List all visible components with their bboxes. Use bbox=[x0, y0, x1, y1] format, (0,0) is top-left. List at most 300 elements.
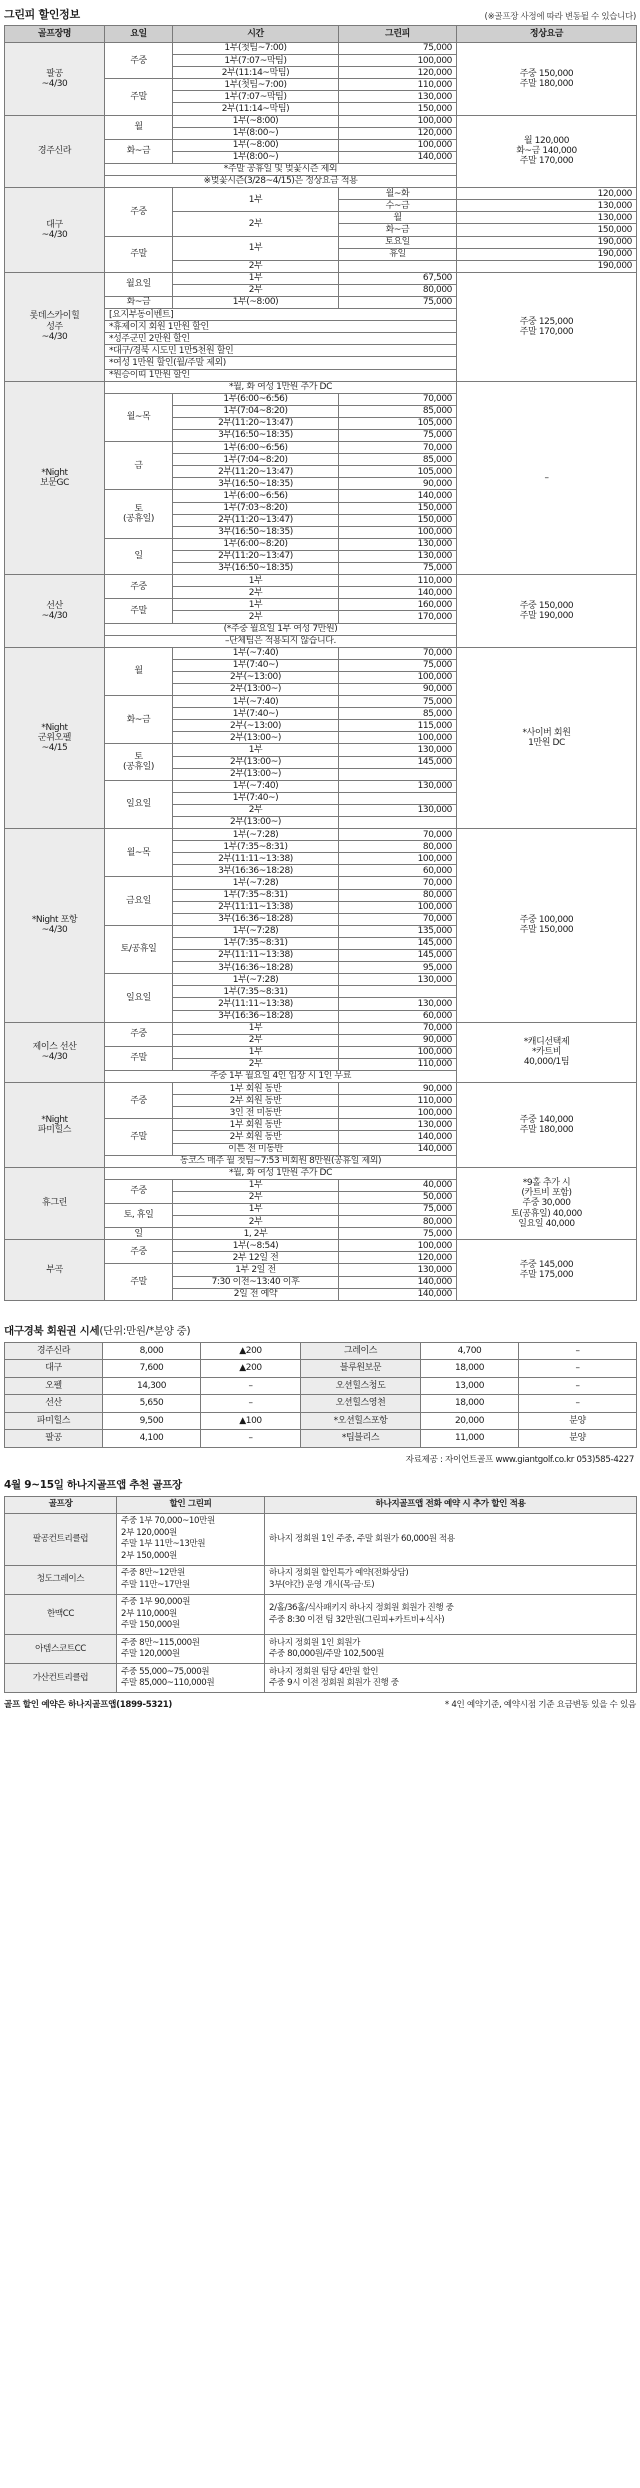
fee-cell: 145,000 bbox=[339, 937, 457, 949]
normal-fee: 월 120,000 화~금 140,000 주말 170,000 bbox=[457, 115, 637, 188]
day-cell: 월~목 bbox=[105, 829, 173, 877]
table-row bbox=[5, 575, 637, 587]
time-cell: 1부(~7:40) bbox=[173, 647, 339, 659]
table-row bbox=[5, 43, 637, 55]
time-cell: 1부(첫팀~7:00) bbox=[173, 43, 339, 55]
fee-cell: 120,000 bbox=[339, 1252, 457, 1264]
time-cell: 수~금 bbox=[339, 200, 457, 212]
time-cell: 1부(7:03~8:20) bbox=[173, 502, 339, 514]
day-cell: 주중 bbox=[105, 575, 173, 599]
time-cell: 1부(~8:54) bbox=[173, 1240, 339, 1252]
club-name: 그레이스 bbox=[301, 1342, 421, 1360]
fee-cell: 105,000 bbox=[339, 417, 457, 429]
day-cell: 토/공휴일 bbox=[105, 925, 173, 973]
table-row bbox=[5, 647, 637, 659]
fee-cell: 140,000 bbox=[339, 587, 457, 599]
time-cell: 1부(7:35~8:31) bbox=[173, 889, 339, 901]
time-cell: 이튼 전 미동반 bbox=[173, 1143, 339, 1155]
fee-cell: 90,000 bbox=[339, 1034, 457, 1046]
day-cell: 주말 bbox=[105, 1264, 173, 1300]
rec-course: 가산컨트리클럽 bbox=[5, 1664, 117, 1693]
time-cell: 2부 bbox=[173, 1216, 339, 1228]
normal-fee: – bbox=[457, 381, 637, 575]
time-cell: 1부 bbox=[173, 1204, 339, 1216]
fee-cell: 75,000 bbox=[339, 43, 457, 55]
fee-cell: 130,000 bbox=[339, 974, 457, 986]
fee-cell: 70,000 bbox=[339, 829, 457, 841]
fee-cell: 130,000 bbox=[339, 998, 457, 1010]
table-row bbox=[5, 1083, 637, 1095]
fee-cell: 135,000 bbox=[339, 925, 457, 937]
recommend-footer bbox=[4, 1698, 636, 1710]
time-cell: 1부 bbox=[173, 1179, 339, 1191]
fee-cell: 85,000 bbox=[339, 708, 457, 720]
time-cell: 3부(16:50~18:35) bbox=[173, 563, 339, 575]
club-name: 경주신라 bbox=[5, 1342, 103, 1360]
club-name: 블루원보문 bbox=[301, 1360, 421, 1378]
time-cell: 1부(7:04~8:20) bbox=[173, 454, 339, 466]
time-cell: 1부(8:00~) bbox=[173, 127, 339, 139]
fee-cell: 80,000 bbox=[339, 284, 457, 296]
table-row bbox=[5, 829, 637, 841]
price: 5,650 bbox=[103, 1395, 201, 1413]
day-cell: 월 bbox=[105, 115, 173, 139]
footer-booking: 골프 할인 예약은 하나지골프앱(1899-5321) bbox=[4, 1700, 173, 1711]
status: – bbox=[519, 1342, 637, 1360]
fee-cell: 110,000 bbox=[339, 1095, 457, 1107]
fee-cell: 100,000 bbox=[339, 901, 457, 913]
rec-extra: 하나지 정회원 1인 회원가 주중 80,000원/주말 102,500원 bbox=[265, 1635, 637, 1664]
section2-title: 대구경북 회원권 시세 bbox=[4, 1324, 100, 1337]
price: 13,000 bbox=[421, 1377, 519, 1395]
fee-cell: 130,000 bbox=[457, 200, 637, 212]
table-row bbox=[5, 1377, 637, 1395]
table-row bbox=[5, 1412, 637, 1430]
price: 7,600 bbox=[103, 1360, 201, 1378]
time-cell: 2부 bbox=[173, 587, 339, 599]
time-cell: 1부(7:35~8:31) bbox=[173, 937, 339, 949]
footer-disclaimer: * 4인 예약기준, 예약시점 기준 요금변동 있을 수 있음 bbox=[444, 1700, 636, 1711]
fee-cell: 70,000 bbox=[339, 913, 457, 925]
time-cell: 1부 2일 전 bbox=[173, 1264, 339, 1276]
fee-cell: 100,000 bbox=[339, 115, 457, 127]
day-cell: 주중 bbox=[105, 1083, 173, 1119]
price: 11,000 bbox=[421, 1430, 519, 1448]
fee-cell: 145,000 bbox=[339, 950, 457, 962]
fee-cell: 75,000 bbox=[339, 563, 457, 575]
time-cell: 휴일 bbox=[339, 248, 457, 260]
section2-header bbox=[4, 1323, 636, 1338]
time-cell: 3부(16:36~18:28) bbox=[173, 865, 339, 877]
course-name: 부곡 bbox=[5, 1240, 105, 1300]
fee-cell: 60,000 bbox=[339, 865, 457, 877]
course-name: *Night 군위오펠 ~4/15 bbox=[5, 647, 105, 828]
course-note: *주말 공휴일 및 벚꽃시즌 제외 bbox=[105, 163, 457, 175]
time-cell: 1부(7:07~막팀) bbox=[173, 55, 339, 67]
fee-cell: 70,000 bbox=[339, 877, 457, 889]
time-cell: 1부(~7:28) bbox=[173, 877, 339, 889]
section1-header bbox=[4, 4, 636, 22]
greenfee-table bbox=[4, 25, 637, 1301]
time-cell: 1부(7:40~) bbox=[173, 792, 339, 804]
time-cell: 1부 회원 동반 bbox=[173, 1119, 339, 1131]
time-cell: 1부(6:00~6:56) bbox=[173, 393, 339, 405]
table-row bbox=[5, 1594, 637, 1635]
fee-cell bbox=[339, 986, 457, 998]
rec-fee: 주중 1부 70,000~10만원 2부 120,000원 주말 1부 11만~13만원 2부 150,000원 bbox=[117, 1513, 265, 1565]
time-cell: 2부 12일 전 bbox=[173, 1252, 339, 1264]
fee-cell bbox=[339, 817, 457, 829]
time-cell: 2부(13:00~) bbox=[173, 756, 339, 768]
day-cell: 일요일 bbox=[105, 780, 173, 828]
fee-cell: 130,000 bbox=[339, 780, 457, 792]
normal-fee: 주중 100,000 주말 150,000 bbox=[457, 829, 637, 1023]
time-cell: 1부 bbox=[173, 1046, 339, 1058]
fee-cell: 170,000 bbox=[339, 611, 457, 623]
price: 14,300 bbox=[103, 1377, 201, 1395]
time-cell: 1부(7:40~) bbox=[173, 659, 339, 671]
event-line: *대구/경북 시도민 1만5천원 할인 bbox=[105, 345, 457, 357]
rec-col-fee: 할인 그린피 bbox=[117, 1496, 265, 1513]
section1-note: (※골프장 사정에 따라 변동될 수 있습니다) bbox=[484, 12, 636, 22]
day-cell: 토 (공휴일) bbox=[105, 744, 173, 780]
fee-cell: 67,500 bbox=[339, 272, 457, 284]
fee-cell: 160,000 bbox=[339, 599, 457, 611]
normal-fee: *캐디선택제 *카트비 40,000/1팀 bbox=[457, 1022, 637, 1082]
course-name: *Night 보문GC bbox=[5, 381, 105, 575]
time-cell: 2부(11:14~막팀) bbox=[173, 67, 339, 79]
day-cell: 월 bbox=[105, 647, 173, 695]
time-cell: 1부(첫팀~7:00) bbox=[173, 79, 339, 91]
fee-cell: 130,000 bbox=[339, 744, 457, 756]
rec-extra: 하나지 정회원 팀당 4만원 할인 주중 9시 이전 정회원 회원가 진행 중 bbox=[265, 1664, 637, 1693]
price: 8,000 bbox=[103, 1342, 201, 1360]
time-cell: 2부 bbox=[173, 1034, 339, 1046]
section2-unit: (단위:만원/*분양 중) bbox=[99, 1324, 191, 1337]
fee-cell: 150,000 bbox=[339, 502, 457, 514]
fee-cell: 70,000 bbox=[339, 1022, 457, 1034]
course-name: *Night 파미힐스 bbox=[5, 1083, 105, 1168]
price: 4,700 bbox=[421, 1342, 519, 1360]
price: 9,500 bbox=[103, 1412, 201, 1430]
fee-cell: 100,000 bbox=[339, 732, 457, 744]
change: ▲100 bbox=[201, 1412, 301, 1430]
club-name: 오션힐스청도 bbox=[301, 1377, 421, 1395]
change: – bbox=[201, 1395, 301, 1413]
fee-cell: 105,000 bbox=[339, 466, 457, 478]
event-line: *성주군민 2만원 할인 bbox=[105, 333, 457, 345]
time-cell: 1부(~7:28) bbox=[173, 925, 339, 937]
fee-cell: 80,000 bbox=[339, 841, 457, 853]
rec-fee: 주중 8만~12만원 주말 11만~17만원 bbox=[117, 1565, 265, 1594]
part-cell: 1부 bbox=[173, 188, 339, 212]
course-note: ※벚꽃시즌(3/28~4/15)은 정상요금 적용 bbox=[105, 176, 457, 188]
time-cell: 2부 bbox=[173, 611, 339, 623]
time-cell: 1부(6:00~6:56) bbox=[173, 442, 339, 454]
fee-cell: 150,000 bbox=[339, 103, 457, 115]
rec-course: 아템스코트CC bbox=[5, 1635, 117, 1664]
time-cell: 1부(8:00~) bbox=[173, 151, 339, 163]
time-cell: 토요일 bbox=[339, 236, 457, 248]
fee-cell: 120,000 bbox=[339, 127, 457, 139]
course-name: *Night 포항 ~4/30 bbox=[5, 829, 105, 1023]
event-line: *여성 1만원 할인(월/주말 제외) bbox=[105, 357, 457, 369]
time-cell: 2부 회원 동반 bbox=[173, 1131, 339, 1143]
time-cell: 3부(16:36~18:28) bbox=[173, 1010, 339, 1022]
fee-cell: 100,000 bbox=[339, 671, 457, 683]
fee-cell: 190,000 bbox=[457, 236, 637, 248]
event-line: *원승이띠 1만원 할인 bbox=[105, 369, 457, 381]
club-name: 대구 bbox=[5, 1360, 103, 1378]
fee-cell: 60,000 bbox=[339, 1010, 457, 1022]
time-cell: 7:30 이전~13:40 이후 bbox=[173, 1276, 339, 1288]
greenfee-header-row bbox=[5, 26, 637, 43]
change: ▲200 bbox=[201, 1342, 301, 1360]
time-cell: 3부(16:50~18:35) bbox=[173, 478, 339, 490]
time-cell: 2부(11:14~막팀) bbox=[173, 103, 339, 115]
day-cell: 월~목 bbox=[105, 393, 173, 441]
fee-cell: 145,000 bbox=[339, 756, 457, 768]
fee-cell: 90,000 bbox=[339, 683, 457, 695]
course-name: 대구 ~4/30 bbox=[5, 188, 105, 273]
time-cell: 2부(~13:00) bbox=[173, 720, 339, 732]
fee-cell: 140,000 bbox=[339, 1276, 457, 1288]
normal-fee: 주중 140,000 주말 180,000 bbox=[457, 1083, 637, 1168]
fee-cell: 130,000 bbox=[339, 804, 457, 816]
time-cell: 1부(7:40~) bbox=[173, 708, 339, 720]
time-cell: 3부(16:36~18:28) bbox=[173, 962, 339, 974]
col-greenfee: 그린피 bbox=[339, 26, 457, 43]
fee-cell: 140,000 bbox=[339, 151, 457, 163]
fee-cell: 150,000 bbox=[339, 514, 457, 526]
rec-extra: 2/홀/36홀/식사패키지 하나지 정회원 회원가 진행 중 주중 8:30 이전 팀 32만원(그린피+카트비+식사) bbox=[265, 1594, 637, 1635]
fee-cell: 130,000 bbox=[339, 1119, 457, 1131]
time-cell: 2부(~13:00) bbox=[173, 671, 339, 683]
time-cell: 2부(11:20~13:47) bbox=[173, 550, 339, 562]
time-cell: 1부 bbox=[173, 744, 339, 756]
time-cell: 1부 bbox=[173, 599, 339, 611]
price: 4,100 bbox=[103, 1430, 201, 1448]
day-cell: 주말 bbox=[105, 236, 173, 272]
fee-cell: 140,000 bbox=[339, 1288, 457, 1300]
fee-cell: 80,000 bbox=[339, 1216, 457, 1228]
day-cell: 주말 bbox=[105, 599, 173, 623]
time-cell: 2부 회원 동반 bbox=[173, 1095, 339, 1107]
fee-cell: 85,000 bbox=[339, 405, 457, 417]
normal-fee: *사이버 회원 1만원 DC bbox=[457, 647, 637, 828]
day-cell: 금 bbox=[105, 442, 173, 490]
table-row bbox=[5, 1565, 637, 1594]
time-cell: 화~금 bbox=[339, 224, 457, 236]
course-name: 선산 ~4/30 bbox=[5, 575, 105, 648]
fee-cell: 130,000 bbox=[339, 1264, 457, 1276]
time-cell: 1부 bbox=[173, 1022, 339, 1034]
status: 분양 bbox=[519, 1412, 637, 1430]
section1-title: 그린피 할인정보 bbox=[4, 8, 80, 21]
fee-cell: 100,000 bbox=[339, 55, 457, 67]
club-name: *오션힐스포항 bbox=[301, 1412, 421, 1430]
event-line: [요지부동이벤트] bbox=[105, 309, 457, 321]
fee-cell: 190,000 bbox=[457, 248, 637, 260]
day-cell: 주중 bbox=[105, 1022, 173, 1046]
course-note: 동코스 매주 월 첫팀~7:53 비회원 8만원(공휴일 제외) bbox=[105, 1155, 457, 1167]
time-cell: 2부 bbox=[173, 1191, 339, 1203]
time-cell: 1, 2부 bbox=[173, 1228, 339, 1240]
change: – bbox=[201, 1377, 301, 1395]
recommend-header-row bbox=[5, 1496, 637, 1513]
status: 분양 bbox=[519, 1430, 637, 1448]
fee-cell: 140,000 bbox=[339, 1131, 457, 1143]
fee-cell: 70,000 bbox=[339, 442, 457, 454]
fee-cell: 90,000 bbox=[339, 478, 457, 490]
fee-cell: 130,000 bbox=[457, 212, 637, 224]
time-cell: 2부(11:11~13:38) bbox=[173, 998, 339, 1010]
normal-fee: 주중 150,000 주말 190,000 bbox=[457, 575, 637, 648]
course-top-note: *월, 화 여성 1만원 추가 DC bbox=[105, 1167, 457, 1179]
fee-cell: 110,000 bbox=[339, 575, 457, 587]
table-row bbox=[5, 381, 637, 393]
status: – bbox=[519, 1377, 637, 1395]
day-cell: 주중 bbox=[105, 43, 173, 79]
fee-cell: 90,000 bbox=[339, 1083, 457, 1095]
price: 18,000 bbox=[421, 1360, 519, 1378]
price: 20,000 bbox=[421, 1412, 519, 1430]
recommend-table bbox=[4, 1496, 637, 1694]
table-row bbox=[5, 1513, 637, 1565]
rec-col-extra: 하나지골프앱 전화 예약 시 추가 할인 적용 bbox=[265, 1496, 637, 1513]
event-line: *휴제이지 회원 1만원 할인 bbox=[105, 321, 457, 333]
fee-cell: 40,000 bbox=[339, 1179, 457, 1191]
fee-cell: 75,000 bbox=[339, 1228, 457, 1240]
time-cell: 2부(11:11~13:38) bbox=[173, 853, 339, 865]
fee-cell: 130,000 bbox=[339, 91, 457, 103]
time-cell: 2부(11:20~13:47) bbox=[173, 466, 339, 478]
fee-cell: 75,000 bbox=[339, 696, 457, 708]
fee-cell: 75,000 bbox=[339, 659, 457, 671]
fee-cell: 100,000 bbox=[339, 1046, 457, 1058]
time-cell bbox=[339, 260, 457, 272]
rec-fee: 주중 8만~115,000원 주말 120,000원 bbox=[117, 1635, 265, 1664]
course-name: 휴그린 bbox=[5, 1167, 105, 1240]
normal-fee: 주중 145,000 주말 175,000 bbox=[457, 1240, 637, 1300]
time-cell: 1부(6:00~6:56) bbox=[173, 490, 339, 502]
fee-cell: 100,000 bbox=[339, 139, 457, 151]
status: – bbox=[519, 1360, 637, 1378]
time-cell: 2부 bbox=[173, 284, 339, 296]
fee-cell: 70,000 bbox=[339, 393, 457, 405]
table-row bbox=[5, 1635, 637, 1664]
fee-cell: 100,000 bbox=[339, 526, 457, 538]
rec-course: 청도그레이스 bbox=[5, 1565, 117, 1594]
time-cell: 2부(13:00~) bbox=[173, 817, 339, 829]
time-cell: 1부 bbox=[173, 575, 339, 587]
day-cell: 화~금 bbox=[105, 696, 173, 744]
membership-source: 자료제공 : 자이언트골프 www.giantgolf.co.kr 053)585-4227 bbox=[405, 1454, 634, 1465]
day-cell: 주중 bbox=[105, 188, 173, 236]
time-cell: 1부 bbox=[173, 272, 339, 284]
time-cell: 3부(16:50~18:35) bbox=[173, 430, 339, 442]
day-cell: 월요일 bbox=[105, 272, 173, 296]
time-cell: 1부 회원 동반 bbox=[173, 1083, 339, 1095]
time-cell: 1부(~8:00) bbox=[173, 139, 339, 151]
fee-cell bbox=[339, 768, 457, 780]
time-cell: 2부 bbox=[173, 804, 339, 816]
price: 18,000 bbox=[421, 1395, 519, 1413]
time-cell: 1부(~7:28) bbox=[173, 974, 339, 986]
time-cell: 2부(11:20~13:47) bbox=[173, 514, 339, 526]
rec-col-course: 골프장 bbox=[5, 1496, 117, 1513]
day-cell: 주말 bbox=[105, 79, 173, 115]
rec-course: 팔공컨트리클럽 bbox=[5, 1513, 117, 1565]
time-cell: 1부(7:35~8:31) bbox=[173, 986, 339, 998]
fee-cell: 80,000 bbox=[339, 889, 457, 901]
table-row bbox=[5, 1430, 637, 1448]
normal-fee: *9홀 추가 시 (카트비 포함) 주중 30,000 토(공휴일) 40,000 일요일 40,000 bbox=[457, 1167, 637, 1240]
fee-cell: 100,000 bbox=[339, 1107, 457, 1119]
time-cell: 1부(~7:40) bbox=[173, 780, 339, 792]
course-name: 팔공 ~4/30 bbox=[5, 43, 105, 116]
time-cell: 월 bbox=[339, 212, 457, 224]
fee-cell: 100,000 bbox=[339, 853, 457, 865]
fee-cell: 100,000 bbox=[339, 1240, 457, 1252]
time-cell: 3인 전 미동반 bbox=[173, 1107, 339, 1119]
fee-cell: 140,000 bbox=[339, 1143, 457, 1155]
time-cell: 1부(~7:28) bbox=[173, 829, 339, 841]
fee-cell: 75,000 bbox=[339, 296, 457, 308]
part-cell: 2부 bbox=[173, 212, 339, 236]
part-cell: 2부 bbox=[173, 260, 339, 272]
time-cell: 1부(~8:00) bbox=[173, 115, 339, 127]
table-row bbox=[5, 272, 637, 284]
fee-cell: 110,000 bbox=[339, 79, 457, 91]
time-cell: 3부(16:50~18:35) bbox=[173, 526, 339, 538]
time-cell: 2부(11:11~13:38) bbox=[173, 901, 339, 913]
club-name: 팔공 bbox=[5, 1430, 103, 1448]
time-cell: 월~화 bbox=[339, 188, 457, 200]
fee-cell: 120,000 bbox=[339, 67, 457, 79]
time-cell: 2부 bbox=[173, 1058, 339, 1070]
fee-cell: 190,000 bbox=[457, 260, 637, 272]
time-cell: 1부(7:07~막팀) bbox=[173, 91, 339, 103]
day-cell: 화~금 bbox=[105, 296, 173, 308]
table-row bbox=[5, 1240, 637, 1252]
time-cell: 1부(7:04~8:20) bbox=[173, 405, 339, 417]
day-cell: 금요일 bbox=[105, 877, 173, 925]
time-cell: 1부(~8:00) bbox=[173, 296, 339, 308]
time-cell: 2부(11:20~13:47) bbox=[173, 417, 339, 429]
table-row bbox=[5, 1395, 637, 1413]
time-cell: 2부(11:11~13:38) bbox=[173, 950, 339, 962]
fee-cell: 50,000 bbox=[339, 1191, 457, 1203]
time-cell: 2부(13:00~) bbox=[173, 732, 339, 744]
course-note: 주중 1부 월요일 4인 입장 시 1인 무료 bbox=[105, 1070, 457, 1082]
club-name: 오펠 bbox=[5, 1377, 103, 1395]
time-cell: 2부(13:00~) bbox=[173, 768, 339, 780]
fee-cell: 85,000 bbox=[339, 454, 457, 466]
table-row bbox=[5, 188, 637, 200]
course-name: 롯데스카이힐 성주 ~4/30 bbox=[5, 272, 105, 381]
change: ▲200 bbox=[201, 1360, 301, 1378]
col-time: 시간 bbox=[173, 26, 339, 43]
club-name: *팁블리스 bbox=[301, 1430, 421, 1448]
col-course: 골프장명 bbox=[5, 26, 105, 43]
rec-extra: 하나지 정회원 1인 주중, 주말 회원가 60,000원 적용 bbox=[265, 1513, 637, 1565]
table-row bbox=[5, 1360, 637, 1378]
membership-table bbox=[4, 1342, 637, 1448]
day-cell: 일 bbox=[105, 538, 173, 574]
fee-cell: 75,000 bbox=[339, 430, 457, 442]
rec-extra: 하나지 정회원 할인특가 예약(전화상담) 3부(야간) 운영 개시(목·금·토) bbox=[265, 1565, 637, 1594]
